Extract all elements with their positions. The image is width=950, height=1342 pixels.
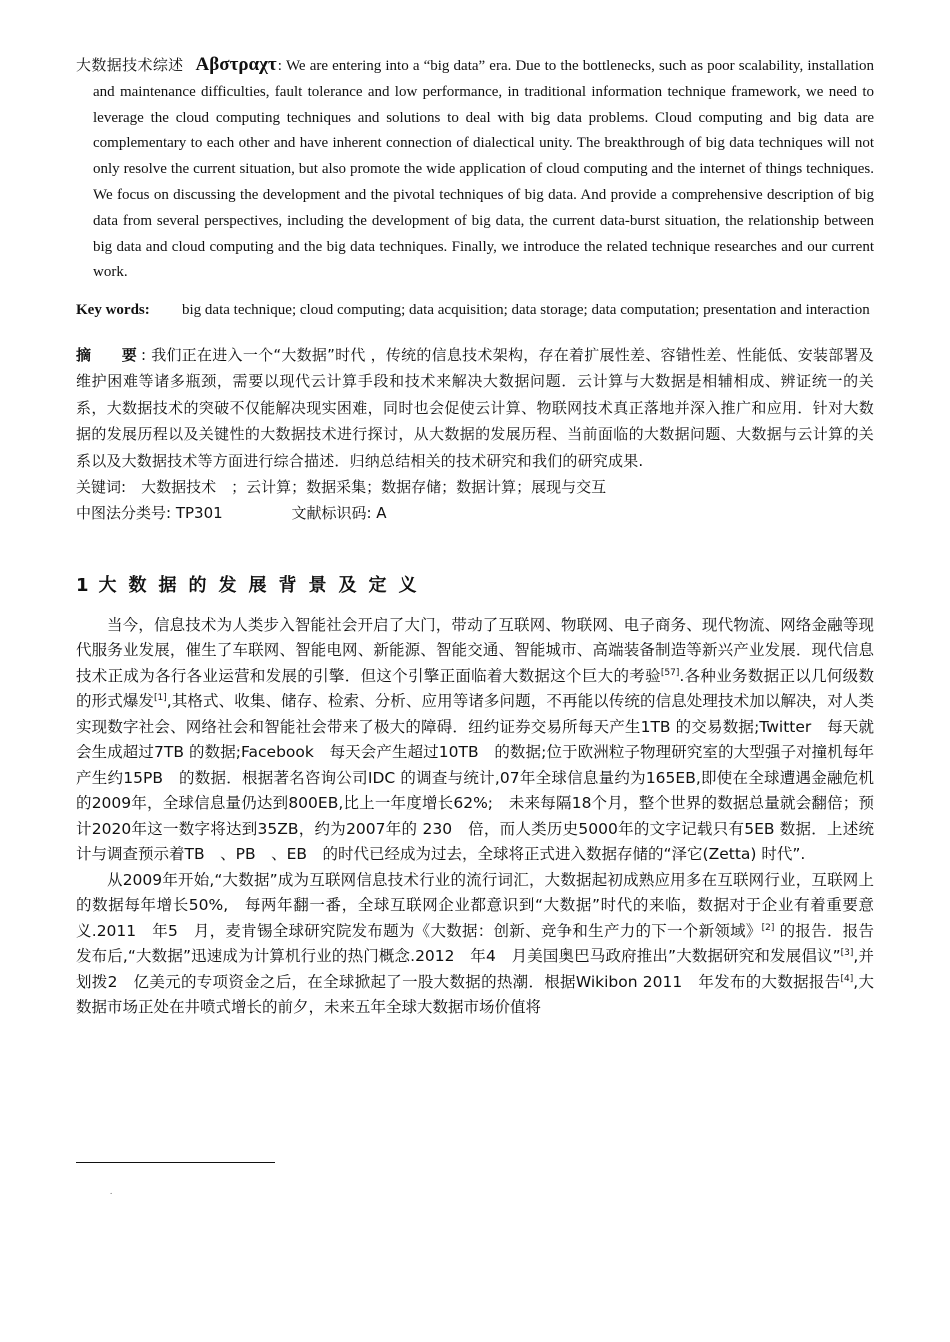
doc-code-label: 文献标识码 (291, 504, 367, 523)
abstract-english (76, 52, 874, 286)
keywords-chinese-label: 关键词 (76, 478, 122, 496)
body-text-run: 当今，信息技术为人类步入智能社会开启了大门，带动了互联网、物联网、电子商务、现代物流、网络金融等现代服务业发展，催生了车联网、智能电网、新能源、智能交通、智能城市、高端装备制造等新兴产业发展．现代信息技术正成为各行各业运营和发展的引擎．但这个引擎正面临着大数据这个巨大的考验 (76, 615, 874, 685)
citation: [2] (761, 922, 775, 933)
body-text-run: 从2009年开始,“大数据”成为互联网信息技术行业的流行词汇，大数据起初成熟应用多在互联网行业，互联网上的数据每年增长50%, 每两年翻一番，全球互联网企业都意识到“大数据”时代的来临，数据对于企业有着重要意义.2011 年5 月，麦肯锡全球研究院发布题为《大数据：创新、竞争和生产力的下一个新领域》 (76, 870, 874, 940)
footnote-divider (76, 1162, 275, 1163)
citation: [3] (840, 948, 854, 959)
section-title: 大数据的发展背景及定义 (98, 574, 429, 596)
abstract-english-text: : We are entering into a “big data” era. Due to the bottlenecks, such as poor scalability, installation and maintenance difficulties, fault tolerance and low performance, in traditional information technique framework, we need to leverage the cloud computing techniques and solutions to deal with big data problems. Cloud computing and big data are complementary to each other and have inherent connection of dialectical unity. The breakthrough of big data techniques will not only resolve the current situation, but also promote the wide application of cloud computing and the internet of things techniques. We focus on discussing the development and the pivotal techniques of big data. And provide a comprehensive description of big data from several perspectives, including the development of big data, the current data-burst situation, the relationship between big data and cloud computing and the big data techniques. Finally, we introduce the related technique researches and our current work. (93, 58, 874, 281)
keywords-english-colon: : (144, 302, 150, 319)
section-heading (76, 571, 874, 597)
abstract-label: Αβστραχτ (195, 54, 277, 75)
body-text-run: ,其格式、收集、储存、检索、分析、应用等诸多问题，不再能以传统的信息处理技术加以解决，对人类实现数字社会、网络社会和智能社会带来了极大的障碍．纽约证券交易所每天产生1TB 的交易数据;Twitter 每天就会生成超过7TB 的数据;Facebook 每天会产生超过10TB 的数据;位于欧洲粒子物理研究室的大型强子对撞机每年产生约15PB 的数据．根据著名咨询公司IDC 的调查与统计,07年全球信息量约为165EB,即使在全球遭遇金融危机的2009年，全球信息量仍达到800EB,比上一年度增长62%; 未来每隔18个月，整个世界的数据总量就会翻倍；预计2020年这一数字将达到35ZB，约为2007年的 230 倍，而人类历史5000年的文字记载只有5EB 数据．上述统计与调查预示着TB 、PB 、EB 的时代已经成为过去，全球将正式进入数据存储的“泽它(Zetta) 时代”. (76, 692, 874, 864)
keywords-english-text: big data technique; cloud computing; data acquisition; data storage; data computation; presentation and interaction (182, 302, 870, 319)
body-paragraph-2 (76, 868, 874, 1021)
body-text-run: ,大数据市场正处在井喷式增长的前夕，未来五年全球大数据市场价值将 (76, 972, 874, 1017)
citation: [4] (840, 973, 854, 984)
doc-code-value: : A (366, 504, 387, 523)
abstract-chinese-label: 摘 要 (76, 345, 138, 364)
body-text-run: 的报告．报告发布后,“大数据”迅速成为计算机行业的热门概念.2012 年4 月美国奥巴马政府推出”大数据研究和发展倡议” (76, 921, 874, 966)
keywords-english (76, 298, 874, 324)
body-text-run: ,并划拨2 亿美元的专项资金之后，在全球掀起了一股大数据的热潮．根据Wikibon 2011 年发布的大数据报告 (76, 947, 874, 991)
paper-title-label: 大数据技术综述 (76, 58, 184, 74)
citation: [1] (154, 693, 167, 704)
body-text (76, 613, 874, 1021)
clc-label: 中图法分类号 (76, 504, 167, 523)
abstract-chinese-text: : 我们正在进入一个“大数据”时代 ，传统的信息技术架构，存在着扩展性差、容错性差、性能低、安装部署及维护困难等诸多瓶颈，需要以现代云计算手段和技术来解决大数据问题．云计算与大数据是相辅相成、辨证统一的关系，大数据技术的突破不仅能解决现实困难，同时也会促使云计算、物联网技术真正落地并深入推广和应用．针对大数据的发展历程以及关键性的大数据技术进行探讨，从大数据的发展历程、当前面临的大数据问题、大数据与云计算的关系以及大数据技术等方面进行综合描述．归纳总结相关的技术研究和我们的研究成果. (76, 345, 874, 470)
paper-page (76, 52, 874, 1021)
body-text-run: .各种业务数据正以几何级数的形式爆发 (76, 666, 874, 711)
body-paragraph-1 (76, 613, 874, 868)
citation: [57] (660, 667, 680, 678)
clc-value: : TP301 (166, 504, 223, 523)
footnote-mark: . (110, 1186, 113, 1196)
keywords-chinese (76, 474, 874, 500)
keywords-english-label (76, 298, 182, 324)
keywords-english-label-text: Key words (76, 302, 145, 319)
classification-line (76, 500, 874, 526)
section-number: 1 (76, 574, 89, 596)
keywords-chinese-text: : 大数据技术 ；云计算；数据采集；数据存储；数据计算；展现与交互 (121, 478, 607, 496)
abstract-chinese (76, 342, 874, 474)
